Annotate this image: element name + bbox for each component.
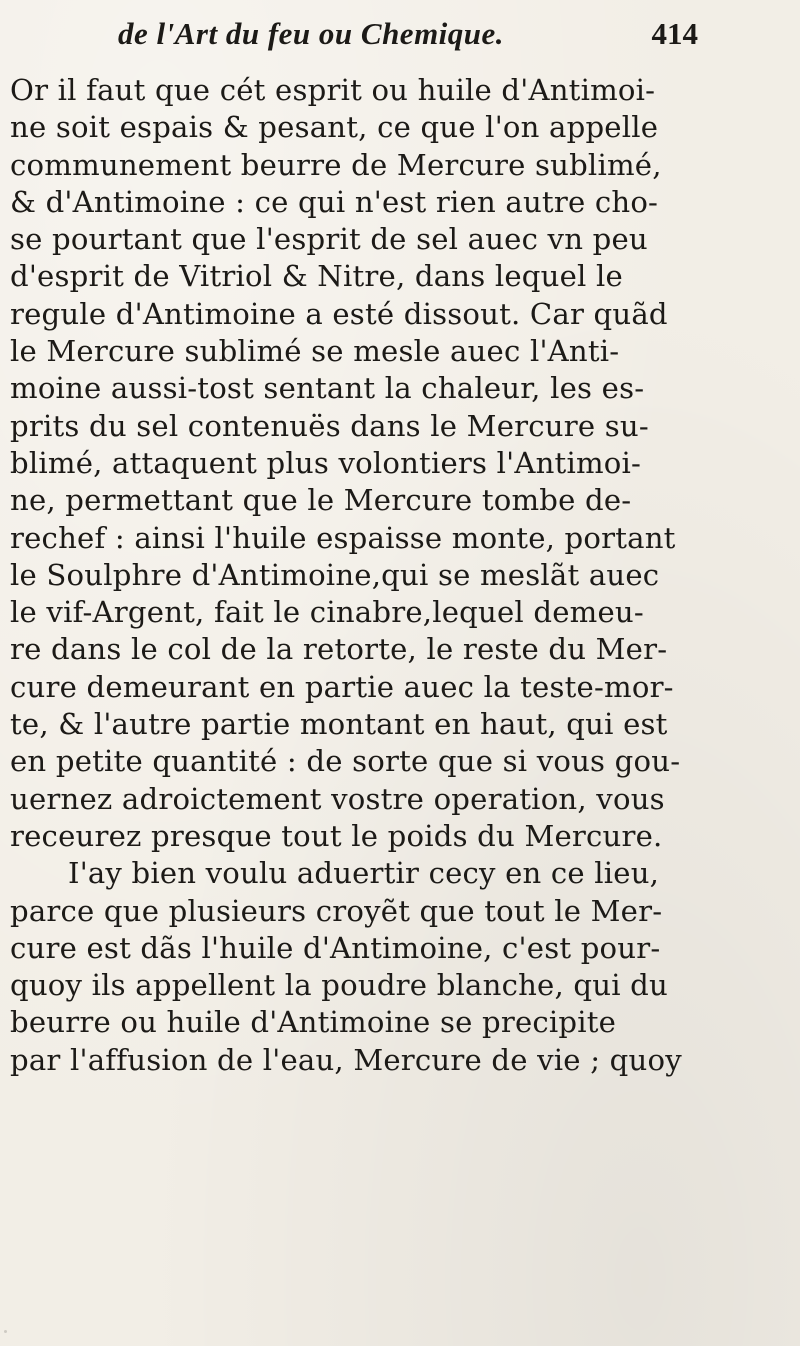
text-line: & d'Antimoine : ce qui n'est rien autre cho- [10, 184, 659, 219]
text-line: re dans le col de la retorte, le reste du Mer- [10, 632, 668, 667]
text-line: rechef : ainsi l'huile espaisse monte, portant [10, 520, 676, 555]
text-line: beurre ou huile d'Antimoine se precipite [10, 1005, 617, 1040]
paper-blemish [4, 1330, 7, 1333]
text-line: cure demeurant en partie auec la teste-mor- [10, 669, 674, 704]
text-line: I'ay bien voulu aduertir cecy en ce lieu, [68, 856, 660, 891]
text-line: en petite quantité : de sorte que si vous gou- [10, 744, 681, 779]
text-line: Or il faut que cét esprit ou huile d'Antimoi- [10, 73, 656, 107]
text-line: parce que plusieurs croyẽt que tout le Mer- [10, 893, 663, 928]
text-line: par l'affusion de l'eau, Mercure de vie ; quoy [10, 1042, 682, 1077]
text-line: d'esprit de Vitriol & Nitre, dans lequel le [10, 259, 623, 294]
text-line: regule d'Antimoine a esté dissout. Car quãd [10, 296, 668, 331]
text-line: ne soit espais & pesant, ce que l'on appelle [10, 110, 659, 145]
text-line: quoy ils appellent la poudre blanche, qui du [10, 968, 668, 1003]
text-line: le vif-Argent, fait le cinabre,lequel demeu- [10, 595, 644, 630]
body-text [10, 72, 800, 1079]
text-line: ne, permettant que le Mercure tombe de- [10, 483, 632, 518]
page-number: 414 [651, 16, 698, 51]
text-line: communement beurre de Mercure sublimé, [10, 147, 662, 182]
page-header [118, 12, 698, 62]
text-line: te, & l'autre partie montant en haut, qui est [10, 707, 668, 742]
text-line: cure est dãs l'huile d'Antimoine, c'est pour- [10, 930, 661, 965]
running-head: de l'Art du feu ou Chemique. [118, 16, 505, 51]
text-line: le Mercure sublimé se mesle auec l'Anti- [10, 334, 620, 369]
text-line: receurez presque tout le poids du Mercure. [10, 818, 663, 853]
text-line: blimé, attaquent plus volontiers l'Antimoi- [10, 445, 642, 480]
text-line: prits du sel contenuës dans le Mercure su- [10, 408, 649, 443]
text-line: se pourtant que l'esprit de sel auec vn peu [10, 222, 648, 257]
text-line: uernez adroictement vostre operation, vous [10, 781, 665, 816]
text-line: le Soulphre d'Antimoine,qui se meslãt auec [10, 557, 660, 592]
text-line: moine aussi-tost sentant la chaleur, les es- [10, 371, 645, 406]
